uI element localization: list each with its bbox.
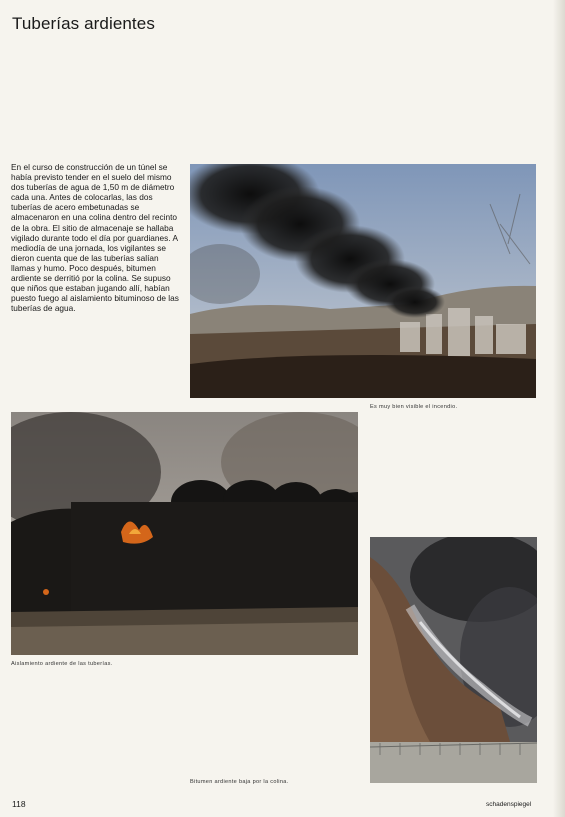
- page-number: 118: [12, 799, 26, 809]
- photo-caption: Bitumen ardiente baja por la colina.: [190, 779, 289, 785]
- photo-caption: Es muy bien visible el incendio.: [370, 404, 458, 410]
- photo-burning-pipes: [11, 412, 358, 655]
- photo-caption: Aislamiento ardiente de las tuberías.: [11, 661, 113, 667]
- book-spine-shadow: [553, 0, 565, 817]
- publisher-name: schadenspiegel: [486, 801, 532, 808]
- photo-bitumen-hillside: [370, 537, 537, 783]
- page-title: Tuberías ardientes: [12, 14, 155, 33]
- article-body: En el curso de construcción de un túnel se había previsto tender en el suelo del mismo dos tuberías de agua de 1,50 m de diámetro cada una. Antes de colocarlas, las dos tuberías de acero embetunadas se almacenaron en una colina dentro del recinto de la obra. El sitio de almacenaje se hallaba vigilado durante todo el día por guardianes. A mediodía de una jornada, los vigilantes se dieron cuenta que de las tuberías salían llamas y humo. Poco después, bitumen ardiente se derritió por la colina. Se supuso que niños que estaban jugando allí, habían puesto fuego al aislamiento bituminoso de las tuberías de agua.: [11, 162, 179, 314]
- photo-smoke-over-city: [190, 164, 536, 398]
